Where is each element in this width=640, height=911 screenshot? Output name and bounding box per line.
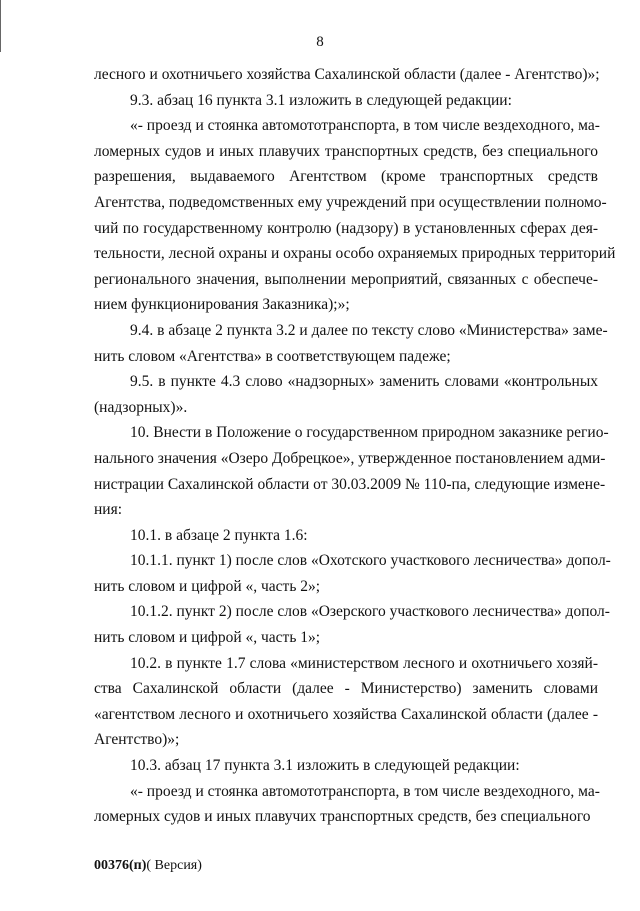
- text-line: 10.2. в пункте 1.7 слова «министерством лесного и охотничьего хозяй-: [130, 654, 598, 672]
- text-line: (надзорных)».: [94, 398, 188, 416]
- paragraph: [94, 420, 609, 522]
- text-line: лесного и охотничьего хозяйства Сахалинской области (далее - Агентство)»;: [94, 66, 600, 83]
- document-body: [94, 62, 616, 830]
- text-line: 10.1. в абзаце 2 пункта 1.6:: [130, 526, 308, 544]
- text-line: нить словом «Агентства» в соответствующем падеже;: [94, 347, 451, 365]
- text-line: «- проезд и стоянка автомототранспорта, в том числе вездеходного, ма-: [130, 117, 600, 135]
- text-line: нального значения «Озеро Добрецкое», утвержденное постановлением адми-: [94, 449, 606, 467]
- paragraph: [94, 62, 598, 88]
- paragraph: [94, 523, 598, 549]
- document-code: 00376(п): [94, 858, 147, 873]
- document-version: ( Версия): [146, 858, 202, 873]
- text-line: 10.1.2. пункт 2) после слов «Озерского участкового лесничества» допол-: [130, 603, 610, 621]
- paragraph: [94, 599, 610, 650]
- text-line: 10. Внести в Положение о государственном природном заказнике регио-: [130, 424, 609, 442]
- text-line: 10.3. абзац 17 пункта 3.1 изложить в следующей редакции:: [130, 757, 520, 775]
- document-footer: [94, 858, 202, 874]
- text-line: 10.1.1. пункт 1) после слов «Охотского участкового лесничества» допол-: [130, 552, 611, 570]
- text-line: 9.4. в абзаце 2 пункта 3.2 и далее по тексту слово «Министерства» заме-: [130, 321, 608, 339]
- paragraph: [94, 113, 616, 318]
- paragraph: [94, 369, 598, 420]
- paragraph: [94, 753, 598, 779]
- text-line: нить словом и цифрой «, часть 2»;: [94, 577, 321, 595]
- text-line: «- проезд и стоянка автомототранспорта, в том числе вездеходного, ма-: [130, 782, 600, 800]
- text-line: нием функционирования Заказника);»;: [94, 296, 350, 314]
- paragraph: [94, 651, 598, 753]
- page-number: 8: [316, 34, 324, 50]
- text-line: 9.5. в пункте 4.3 слово «надзорных» заменить словами «контрольных: [130, 373, 598, 391]
- text-line: ния:: [94, 501, 123, 519]
- text-line: 9.3. абзац 16 пункта 3.1 изложить в следующей редакции:: [130, 91, 512, 109]
- text-line: ломерных судов и иных плавучих транспортных средств, без специального: [94, 808, 591, 826]
- paragraph: [94, 88, 598, 114]
- text-line: ломерных судов и иных плавучих транспортных средств, без специального: [94, 142, 598, 160]
- text-line: регионального значения, выполнении мероприятий, связанных с обеспече-: [94, 270, 598, 288]
- text-line: Агентство)»;: [94, 731, 180, 749]
- paragraph: [94, 548, 611, 599]
- text-line: тельности, лесной охраны и охраны особо охраняемых природных территорий: [94, 245, 616, 263]
- text-line: чий по государственному контролю (надзору) в установленных сферах дея-: [94, 219, 598, 237]
- text-line: разрешения, выдаваемого Агентством (кроме транспортных средств: [94, 168, 598, 186]
- paragraph: [94, 779, 598, 830]
- paragraph: [94, 318, 608, 369]
- text-line: нистрации Сахалинской области от 30.03.2009 № 110-па, следующие измене-: [94, 475, 606, 493]
- text-line: нить словом и цифрой «, часть 1»;: [94, 629, 321, 647]
- text-line: ства Сахалинской области (далее - Министерство) заменить словами: [94, 680, 598, 698]
- text-line: «агентством лесного и охотничьего хозяйства Сахалинской области (далее -: [94, 705, 598, 723]
- text-line: Агентства, подведомственных ему учреждений при осуществлении полномо-: [94, 193, 607, 211]
